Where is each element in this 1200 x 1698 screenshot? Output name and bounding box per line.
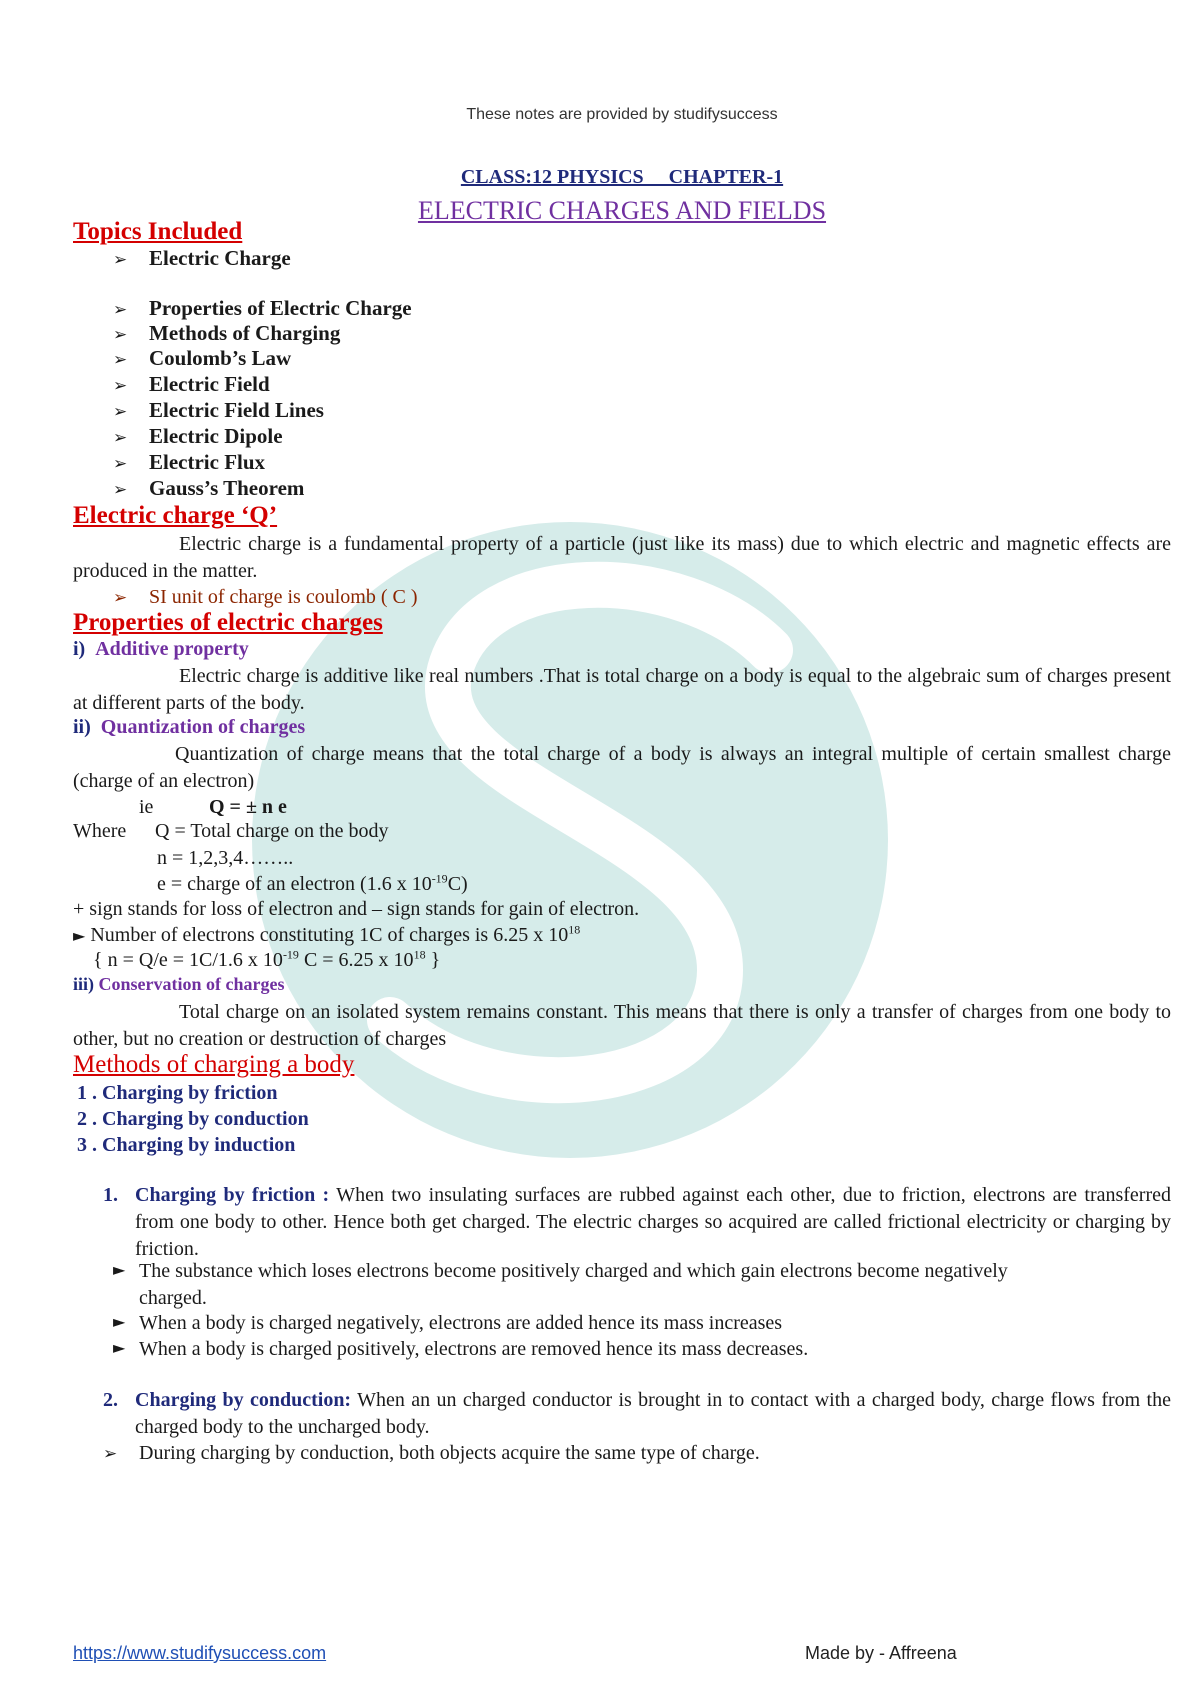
additive-subheading: i) Additive property (73, 638, 249, 660)
electric-charge-definition: Electric charge is a fundamental property of a particle (just like its mass) due to which electric and magnetic effects are produced in the matter. (73, 533, 1171, 582)
triangle-bullet-icon: ► (73, 926, 86, 945)
topic-item: ➢ Electric Charge (113, 246, 291, 270)
header-note: These notes are provided by studifysuccess (466, 106, 778, 123)
chapter-title: ELECTRIC CHARGES AND FIELDS (417, 196, 827, 225)
conduction-paragraph: Charging by conduction: When an un charged conductor is brought in to contact with a charged body, charge flows from the charged body to the uncharged body. (135, 1389, 1171, 1438)
conduction-bullet: ➢ During charging by conduction, both objects acquire the same type of charge. (103, 1440, 760, 1468)
arrow-bullet-icon: ➢ (113, 250, 128, 270)
topic-item: ➢ Electric Field (113, 372, 270, 396)
conservation-text: Total charge on an isolated system remains constant. This means that there is only a transfer of charges from one body to other, but no creation or destruction of charges (73, 1001, 1171, 1050)
document-page (73, 0, 1171, 1698)
method-list-item: 1 . Charging by friction (77, 1082, 278, 1104)
topics-heading: Topics Included (73, 218, 243, 245)
quantization-text: Quantization of charge means that the total charge of a body is always an integral multiple of certain smallest charge (charge of an electron) (73, 743, 1171, 792)
sign-note: + sign stands for loss of electron and – sign stands for gain of electron. (73, 898, 640, 920)
topic-item: ➢ Electric Flux (113, 450, 266, 474)
n-definition: n = 1,2,3,4…….. (157, 847, 294, 869)
quantization-subheading: ii) Quantization of charges (73, 716, 306, 738)
friction-bullet: When a body is charged positively, electrons are removed hence its mass decreases. (139, 1338, 809, 1360)
friction-paragraph: Charging by friction : When two insulating surfaces are rubbed against each other, due to friction, electrons are transferred from one body to other. Hence both get charged. The electric charges so acquired are called frictional electricity or charging by friction. (135, 1184, 1172, 1260)
si-unit-line: ➢ SI unit of charge is coulomb ( C ) (113, 584, 417, 612)
ie-label: ie (139, 796, 154, 818)
arrow-bullet-icon: ➢ (113, 402, 128, 422)
method-list-item: 2 . Charging by conduction (77, 1108, 309, 1130)
topic-item: ➢ Electric Dipole (113, 424, 283, 448)
friction-bullet: When a body is charged negatively, electrons are added hence its mass increases (139, 1312, 783, 1334)
arrow-bullet-icon: ➢ (113, 588, 128, 608)
electric-charge-heading: Electric charge ‘Q’ (73, 502, 278, 529)
topic-item: ➢ Methods of Charging (113, 321, 341, 345)
e-definition: e = charge of an electron (1.6 x $10^{-19}C$) (157, 871, 468, 895)
made-by-credit: Made by - Affreena (805, 1643, 957, 1663)
arrow-bullet-icon: ➢ (113, 454, 128, 474)
properties-heading: Properties of electric charges (73, 609, 383, 636)
topic-item: ➢ Gauss’s Theorem (113, 476, 305, 500)
methods-heading: Methods of charging a body (73, 1051, 355, 1078)
electrons-per-coulomb: ► Number of electrons constituting 1C of charges is 6.25 x $10^{18}$ (73, 922, 581, 946)
arrow-bullet-icon: ➢ (113, 376, 128, 396)
electrons-calculation: { n = Q/e = 1C/1.6 x $10^{-19}$ C = 6.25 x $10^{18}$ } (93, 947, 441, 971)
arrow-bullet-icon: ➢ (113, 325, 128, 345)
where-label: Where (73, 820, 127, 842)
arrow-bullet-icon: ➢ (103, 1444, 118, 1464)
conduction-number: 2. (103, 1389, 118, 1411)
q-definition: Q = Total charge on the body (155, 820, 389, 842)
topic-item: ➢ Electric Field Lines (113, 398, 324, 422)
additive-text: Electric charge is additive like real numbers .That is total charge on a body is equal to the algebraic sum of charges present at different parts of the body. (73, 665, 1171, 714)
friction-number: 1. (103, 1184, 118, 1206)
triangle-bullet-icon: ► (113, 1312, 126, 1331)
arrow-bullet-icon: ➢ (113, 300, 128, 320)
arrow-bullet-icon: ➢ (113, 480, 128, 500)
triangle-bullet-icon: ► (113, 1338, 126, 1357)
triangle-bullet-icon: ► (113, 1260, 126, 1279)
arrow-bullet-icon: ➢ (113, 350, 128, 370)
friction-bullet: The substance which loses electrons become positively charged and which gain electrons become negatively charged. (139, 1260, 1008, 1309)
method-list-item: 3 . Charging by induction (77, 1134, 296, 1156)
topic-item: ➢ Properties of Electric Charge (113, 296, 412, 320)
class-line: CLASS:12 PHYSICS CHAPTER-1 (460, 166, 784, 188)
arrow-bullet-icon: ➢ (113, 428, 128, 448)
quantization-formula: Q = ± n e (209, 796, 287, 818)
website-link[interactable]: https://www.studifysuccess.com (73, 1643, 327, 1663)
topic-item: ➢ Coulomb’s Law (113, 346, 292, 370)
conservation-subheading: iii) Conservation of charges (73, 974, 285, 994)
